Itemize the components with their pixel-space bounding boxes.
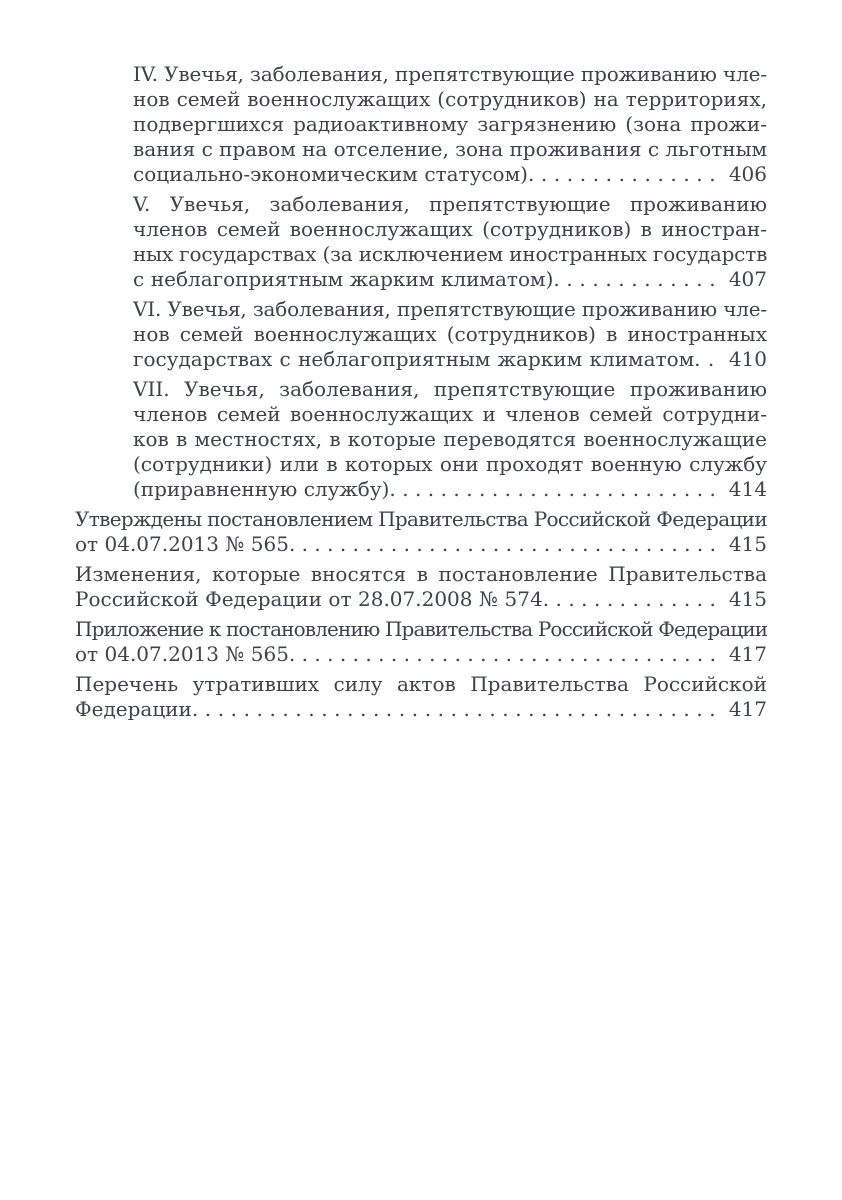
toc-line-last — [75, 697, 767, 722]
dot-leader: . . . . . . . . . . . . . . . . . . . . . . . . . . — [389, 477, 723, 501]
toc-line-last — [75, 642, 767, 667]
toc-line: VI. Увечья, заболевания, препятствующие проживанию чле- — [133, 297, 767, 321]
toc-line: нов семей военнослужащих (сотрудников) в иностранных — [133, 322, 767, 346]
toc-line: ных государствах (за исключением иностранных государств — [133, 242, 767, 266]
toc-entry — [75, 297, 767, 372]
dot-leader: . . . . . . . . . . . . . — [553, 267, 723, 291]
toc-line: Перечень утративших силу актов Правительства Российской — [75, 672, 767, 696]
toc-line: подвергшихся радиоактивному загрязнению (зона прожи- — [133, 112, 767, 136]
toc-line: Утверждены постановлением Правительства Российской Федерации — [75, 507, 767, 531]
toc-line-last — [75, 532, 767, 557]
toc-line: вания с правом на отселение, зона проживания с льготным — [133, 137, 767, 161]
toc-line-last — [75, 587, 767, 612]
toc-page-number: 415 — [728, 532, 767, 556]
toc-line-last — [133, 267, 767, 292]
toc-page-number: 417 — [728, 697, 767, 721]
toc-entry-text: (приравненную службу) — [133, 477, 390, 501]
toc-entry — [75, 617, 767, 667]
toc-line: V. Увечья, заболевания, препятствующие проживанию — [133, 192, 767, 216]
dot-leader: . . . . . . . . . . . . . . . . . . . . . . . . . . . . . . . . . . — [288, 532, 723, 556]
toc-entry-text: Федерации — [75, 697, 192, 721]
toc-entry — [75, 377, 767, 502]
toc-line-last — [133, 347, 767, 372]
toc-entry-text: от 04.07.2013 № 565 — [75, 642, 289, 666]
toc-entry — [75, 507, 767, 557]
toc-page-number: 417 — [728, 642, 767, 666]
toc-line: Приложение к постановлению Правительства Российской Федерации — [75, 617, 767, 641]
toc-line: (сотрудники) или в которых они проходят военную службу — [133, 452, 767, 476]
toc-line: членов семей военнослужащих (сотрудников) в иностран- — [133, 217, 767, 241]
toc-entry — [75, 562, 767, 612]
dot-leader: . . — [694, 347, 722, 371]
toc-entry-text: от 04.07.2013 № 565 — [75, 532, 289, 556]
toc-line: VII. Увечья, заболевания, препятствующие проживанию — [133, 377, 767, 401]
toc-page-number: 410 — [728, 347, 767, 371]
toc-entry-text: Российской Федерации от 28.07.2008 № 574 — [75, 587, 543, 611]
toc-entry-text: социально-экономическим статусом) — [133, 162, 528, 186]
toc-entry — [75, 672, 767, 722]
toc-list — [75, 62, 767, 727]
toc-line: членов семей военнослужащих и членов семей сотрудни- — [133, 402, 767, 426]
toc-page-number: 406 — [728, 162, 767, 186]
toc-page-number: 414 — [728, 477, 767, 501]
dot-leader: . . . . . . . . . . . . . . . . . . . . . . . . . . . . . . . . . . — [288, 642, 723, 666]
toc-page-number: 407 — [728, 267, 767, 291]
toc-entry — [75, 62, 767, 187]
toc-line: Изменения, которые вносятся в постановление Правительства — [75, 562, 767, 586]
dot-leader: . . . . . . . . . . . . . . — [542, 587, 723, 611]
toc-line-last — [133, 162, 767, 187]
toc-line: IV. Увечья, заболевания, препятствующие проживанию чле- — [133, 62, 767, 86]
toc-entry-text: с неблагоприятным жарким климатом) — [133, 267, 554, 291]
dot-leader: . . . . . . . . . . . . . . . — [527, 162, 723, 186]
dot-leader: . . . . . . . . . . . . . . . . . . . . . . . . . . . . . . . . . . . . . . . . . — [191, 697, 723, 721]
toc-line: ков в местностях, в которые переводятся военнослужащие — [133, 427, 767, 451]
toc-entry — [75, 192, 767, 292]
toc-page-number: 415 — [728, 587, 767, 611]
toc-line-last — [133, 477, 767, 502]
toc-entry-text: государствах с неблагоприятным жарким климатом — [133, 347, 695, 371]
toc-line: нов семей военнослужащих (сотрудников) на территориях, — [133, 87, 767, 111]
